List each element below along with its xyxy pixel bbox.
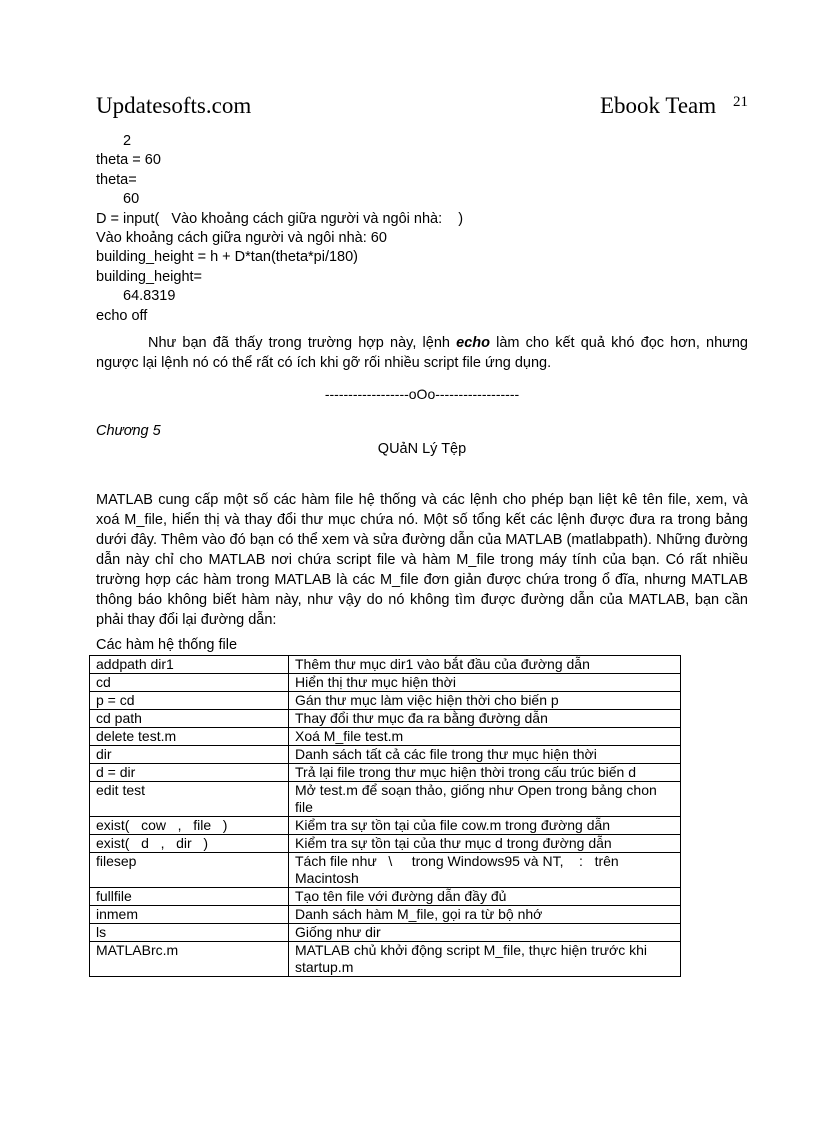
table-row (90, 942, 681, 977)
description-cell: Hiển thị thư mục hiện thời (289, 674, 681, 692)
description-cell: Thay đổi thư mục đa ra bằng đường dẫn (289, 710, 681, 728)
table-row (90, 835, 681, 853)
header-site: Updatesofts.com (96, 93, 252, 118)
page-number: 21 (733, 94, 748, 110)
description-cell: Mở test.m để soạn thảo, giống như Open trong bảng chon file (289, 782, 681, 817)
command-cell: filesep (90, 853, 289, 888)
paragraph-echo (96, 333, 748, 373)
file-system-table (89, 655, 681, 977)
command-cell: cd (90, 674, 289, 692)
description-cell: Xoá M_file test.m (289, 728, 681, 746)
table-row (90, 906, 681, 924)
command-cell: dir (90, 746, 289, 764)
command-cell: delete test.m (90, 728, 289, 746)
keyword-echo: echo (456, 335, 490, 351)
table-row (90, 924, 681, 942)
table-row (90, 656, 681, 674)
paragraph-intro: MATLAB cung cấp một số các hàm file hệ thống và các lệnh cho phép bạn liệt kê tên file, xem, và xoá M_file, hiển thị và thay đổi thư mục chứa nó. Một số tổng kết các lệnh được đưa ra trong bảng dưới đây. Thêm vào đó bạn có thể xem và sửa đường dẫn của MATLAB (matlabpath). Những đường dẫn này chỉ cho MATLAB nơi chứa script file và hàm M_file trong máy tính của bạn. Có rất nhiều trường hợp các hàm trong MATLAB là các M_file đơn giản được chứa trong ổ đĩa, nhưng MATLAB thông báo không biết hàm này, như vậy do nó không tìm được đường dẫn của MATLAB, bạn cần phải thay đổi lại đường dẫn: (96, 492, 748, 628)
description-cell: MATLAB chủ khởi động script M_file, thực hiện trước khi startup.m (289, 942, 681, 977)
description-cell: Danh sách tất cả các file trong thư mục hiện thời (289, 746, 681, 764)
code-line: building_height= (96, 268, 203, 285)
description-cell: Tạo tên file với đường dẫn đầy đủ (289, 888, 681, 906)
command-cell: addpath dir1 (90, 656, 289, 674)
command-cell: inmem (90, 906, 289, 924)
header-team: Ebook Team (600, 93, 717, 118)
section-separator: ------------------oOo------------------ (324, 386, 520, 402)
table-row (90, 888, 681, 906)
code-line: Vào khoảng cách giữa người và ngôi nhà: 60 (96, 229, 387, 246)
table-row (90, 853, 681, 888)
description-cell: Thêm thư mục dir1 vào bắt đầu của đường dẫn (289, 656, 681, 674)
table-row (90, 728, 681, 746)
command-cell: fullfile (90, 888, 289, 906)
command-cell: MATLABrc.m (90, 942, 289, 977)
description-cell: Tách file như \ trong Windows95 và NT, : trên Macintosh (289, 853, 681, 888)
table-row (90, 764, 681, 782)
paragraph-echo-after: làm cho kết quả khó đọc hơn, nhưng ngược lại lệnh nó có thể rất có ích khi gỡ rối nhiều script file ứng dụng. (96, 335, 748, 371)
table-row (90, 692, 681, 710)
chapter-label: Chương 5 (96, 423, 161, 439)
command-cell: edit test (90, 782, 289, 817)
command-cell: p = cd (90, 692, 289, 710)
code-line: 2 (123, 133, 132, 149)
table-row (90, 817, 681, 835)
code-line: echo off (96, 307, 148, 324)
code-line: D = input( Vào khoảng cách giữa người và ngôi nhà: ) (96, 210, 464, 227)
command-cell: exist( d , dir ) (90, 835, 289, 853)
description-cell: Trả lại file trong thư mục hiện thời trong cấu trúc biến d (289, 764, 681, 782)
table-row (90, 782, 681, 817)
description-cell: Gán thư mục làm việc hiện thời cho biến p (289, 692, 681, 710)
table-row (90, 746, 681, 764)
code-line: 60 (123, 191, 140, 208)
description-cell: Giống như dir (289, 924, 681, 942)
code-line: building_height = h + D*tan(theta*pi/180) (96, 249, 358, 266)
paragraph-echo-before: Như bạn đã thấy trong trường hợp này, lệnh (148, 335, 457, 351)
description-cell: Kiểm tra sự tồn tại của file cow.m trong đường dẫn (289, 817, 681, 835)
code-line: 64.8319 (123, 288, 176, 305)
table-caption: Các hàm hệ thống file (96, 637, 238, 653)
description-cell: Kiểm tra sự tồn tại của thư mục d trong đường dẫn (289, 835, 681, 853)
chapter-title: QUảN Lý Tệp (377, 441, 467, 457)
description-cell: Danh sách hàm M_file, gọi ra từ bộ nhớ (289, 906, 681, 924)
command-cell: exist( cow , file ) (90, 817, 289, 835)
code-line: theta= (96, 171, 137, 188)
table-row (90, 710, 681, 728)
code-line: theta = 60 (96, 152, 161, 169)
command-cell: d = dir (90, 764, 289, 782)
command-cell: ls (90, 924, 289, 942)
table-row (90, 674, 681, 692)
command-cell: cd path (90, 710, 289, 728)
code-block (96, 132, 463, 326)
